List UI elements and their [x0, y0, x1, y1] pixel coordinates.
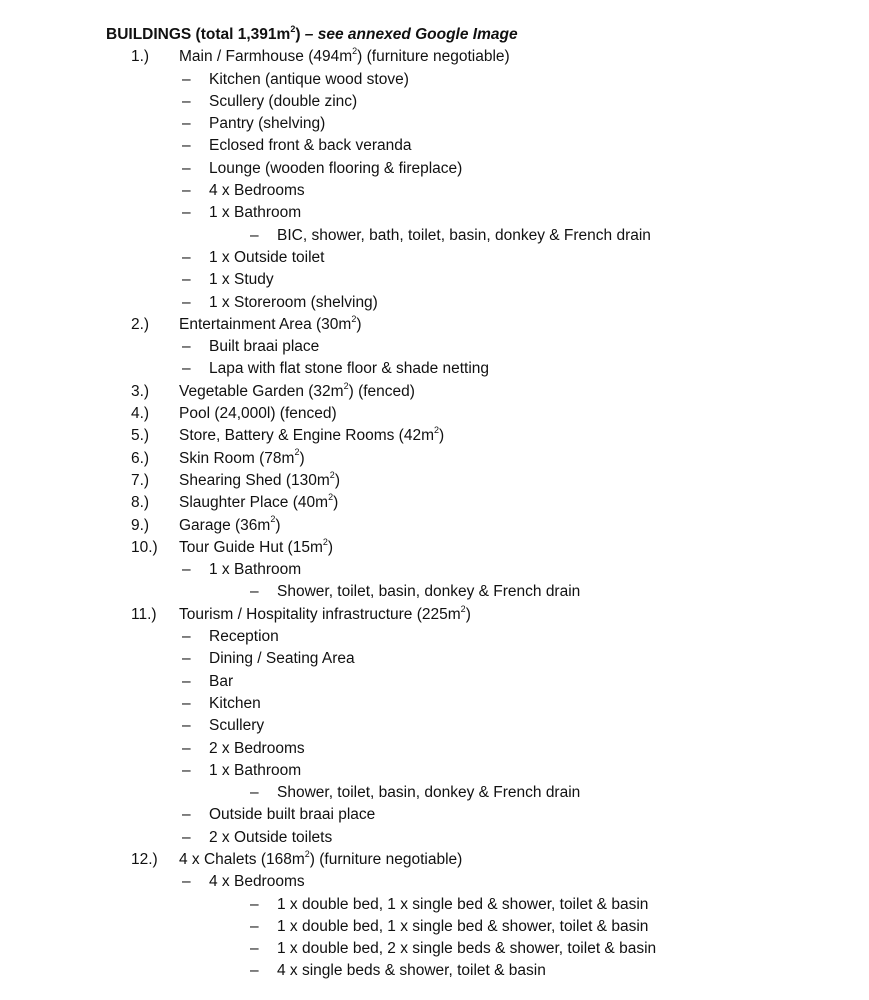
- item-title: Entertainment Area (30m: [179, 315, 352, 333]
- dash-bullet-icon: –: [250, 917, 259, 935]
- sub-sub-item: [0, 916, 869, 938]
- sub-item: [0, 871, 869, 893]
- numbered-item: [0, 849, 869, 871]
- item-title: Skin Room (78m: [179, 449, 295, 467]
- item-number: 4.): [131, 405, 150, 423]
- heading-italic-note: – see annexed Google Image: [300, 26, 518, 43]
- sub-item: [0, 715, 869, 737]
- sub-item: [0, 626, 869, 648]
- numbered-item: [0, 492, 869, 514]
- item-title: Vegetable Garden (32m: [179, 382, 344, 400]
- sub-item-text: Reception: [209, 628, 279, 646]
- sub-item-text: Kitchen (antique wood stove): [209, 70, 409, 88]
- sub-item: [0, 180, 869, 202]
- sub-item-text: Dining / Seating Area: [209, 650, 355, 668]
- heading-superscript: 2: [290, 23, 296, 34]
- sub-item-text: Built braai place: [209, 338, 320, 356]
- dash-bullet-icon: –: [182, 739, 191, 757]
- sub-sub-item: [0, 938, 869, 960]
- sub-sub-item: [0, 782, 869, 804]
- item-title-suffix: ): [439, 427, 445, 445]
- sub-item-text: Pantry (shelving): [209, 115, 326, 133]
- dash-bullet-icon: –: [182, 360, 191, 378]
- sub-item-text: 1 x Bathroom: [209, 204, 302, 222]
- item-superscript: 2: [343, 380, 349, 391]
- sub-item: [0, 135, 869, 157]
- dash-bullet-icon: –: [182, 561, 191, 579]
- dash-bullet-icon: –: [182, 271, 191, 289]
- item-title: Shearing Shed (130m: [179, 471, 330, 489]
- sub-sub-item-text: Shower, toilet, basin, donkey & French drain: [277, 583, 581, 601]
- item-title-suffix: ): [334, 471, 340, 489]
- sub-item: [0, 292, 869, 314]
- numbered-item: [0, 537, 869, 559]
- item-superscript: 2: [322, 536, 328, 547]
- item-title-suffix: ): [356, 315, 362, 333]
- heading-close: ): [295, 26, 301, 43]
- sub-sub-item: [0, 581, 869, 603]
- item-title-suffix: ): [333, 494, 339, 512]
- item-title: Tourism / Hospitality infrastructure (225m: [179, 605, 461, 623]
- item-title-suffix: ) (furniture negotiable): [309, 850, 463, 868]
- sub-sub-item-text: 4 x single beds & shower, toilet & basin: [277, 962, 546, 980]
- dash-bullet-icon: –: [182, 92, 191, 110]
- sub-item: [0, 336, 869, 358]
- dash-bullet-icon: –: [182, 137, 191, 155]
- item-number: 3.): [131, 382, 150, 400]
- sub-item: [0, 648, 869, 670]
- sub-item: [0, 247, 869, 269]
- sub-item-text: 1 x Study: [209, 271, 274, 289]
- sub-item-text: Scullery: [209, 717, 265, 735]
- sub-item: [0, 804, 869, 826]
- item-number: 1.): [131, 48, 150, 66]
- item-superscript: 2: [352, 46, 358, 57]
- dash-bullet-icon: –: [250, 226, 259, 244]
- item-number: 5.): [131, 427, 150, 445]
- item-title: Pool (24,000l) (fenced): [179, 405, 337, 423]
- sub-item: [0, 113, 869, 135]
- dash-bullet-icon: –: [182, 717, 191, 735]
- numbered-item: [0, 448, 869, 470]
- sub-item-text: 4 x Bedrooms: [209, 873, 305, 891]
- sub-item-text: Lapa with flat stone floor & shade netting: [209, 360, 490, 378]
- dash-bullet-icon: –: [182, 115, 191, 133]
- dash-bullet-icon: –: [250, 962, 259, 980]
- item-number: 9.): [131, 516, 150, 534]
- sub-item: [0, 671, 869, 693]
- item-number: 10.): [131, 538, 158, 556]
- sub-item-text: 4 x Bedrooms: [209, 182, 305, 200]
- sub-sub-item-text: Shower, toilet, basin, donkey & French drain: [277, 784, 581, 802]
- numbered-item: [0, 381, 869, 403]
- sub-item-text: Kitchen: [209, 694, 261, 712]
- item-title: Garage (36m: [179, 516, 271, 534]
- sub-item-text: Lounge (wooden flooring & fireplace): [209, 159, 463, 177]
- item-superscript: 2: [270, 514, 276, 525]
- item-title-suffix: ) (fenced): [348, 382, 415, 400]
- sub-sub-item: [0, 960, 869, 982]
- dash-bullet-icon: –: [250, 895, 259, 913]
- dash-bullet-icon: –: [250, 784, 259, 802]
- item-number: 11.): [131, 605, 157, 623]
- sub-item: [0, 738, 869, 760]
- document-page: [0, 24, 869, 983]
- item-number: 8.): [131, 494, 150, 512]
- sub-sub-item-text: BIC, shower, bath, toilet, basin, donkey & French drain: [277, 226, 651, 244]
- numbered-item: [0, 403, 869, 425]
- item-title-suffix: ): [275, 516, 281, 534]
- dash-bullet-icon: –: [182, 628, 191, 646]
- dash-bullet-icon: –: [182, 761, 191, 779]
- sub-sub-item: [0, 894, 869, 916]
- sub-item: [0, 91, 869, 113]
- sub-item: [0, 693, 869, 715]
- item-superscript: 2: [351, 313, 357, 324]
- dash-bullet-icon: –: [182, 159, 191, 177]
- dash-bullet-icon: –: [182, 828, 191, 846]
- dash-bullet-icon: –: [182, 248, 191, 266]
- item-superscript: 2: [294, 447, 300, 458]
- dash-bullet-icon: –: [182, 182, 191, 200]
- dash-bullet-icon: –: [250, 940, 259, 958]
- sub-item-text: 1 x Storeroom (shelving): [209, 293, 378, 311]
- sub-sub-item-text: 1 x double bed, 1 x single bed & shower, toilet & basin: [277, 917, 649, 935]
- sub-item: [0, 158, 869, 180]
- item-superscript: 2: [434, 425, 440, 436]
- sub-sub-item-text: 1 x double bed, 1 x single bed & shower, toilet & basin: [277, 895, 649, 913]
- item-superscript: 2: [304, 848, 310, 859]
- dash-bullet-icon: –: [182, 694, 191, 712]
- sub-item: [0, 760, 869, 782]
- dash-bullet-icon: –: [182, 293, 191, 311]
- item-number: 2.): [131, 315, 150, 333]
- item-number: 12.): [131, 850, 158, 868]
- sub-item: [0, 202, 869, 224]
- sub-sub-item: [0, 225, 869, 247]
- sub-item: [0, 827, 869, 849]
- dash-bullet-icon: –: [182, 873, 191, 891]
- item-number: 6.): [131, 449, 150, 467]
- sub-item-text: Scullery (double zinc): [209, 92, 358, 110]
- sub-item-text: 1 x Bathroom: [209, 561, 302, 579]
- sub-item-text: 1 x Bathroom: [209, 761, 302, 779]
- item-title-suffix: ): [327, 538, 334, 556]
- sub-item-text: 2 x Bedrooms: [209, 739, 305, 757]
- sub-item-text: 2 x Outside toilets: [209, 828, 333, 846]
- item-title-suffix: ): [465, 605, 471, 623]
- item-title-suffix: ): [299, 449, 305, 467]
- numbered-item: [0, 314, 869, 336]
- dash-bullet-icon: –: [250, 583, 259, 601]
- sub-item: [0, 559, 869, 581]
- numbered-item: [0, 425, 869, 447]
- buildings-list: [0, 46, 869, 982]
- sub-item-text: Eclosed front & back veranda: [209, 137, 412, 155]
- item-title: Slaughter Place (40m: [179, 494, 329, 512]
- numbered-item: [0, 470, 869, 492]
- dash-bullet-icon: –: [182, 338, 191, 356]
- item-title-suffix: ) (furniture negotiable): [357, 48, 510, 66]
- item-title: Store, Battery & Engine Rooms (42m: [179, 427, 435, 445]
- dash-bullet-icon: –: [182, 806, 191, 824]
- heading-text: BUILDINGS (total 1,391m: [106, 26, 291, 43]
- sub-item: [0, 69, 869, 91]
- item-superscript: 2: [329, 469, 335, 480]
- item-title: Tour Guide Hut (15m: [179, 538, 323, 556]
- sub-sub-item-text: 1 x double bed, 2 x single beds & shower, toilet & basin: [277, 940, 657, 958]
- item-superscript: 2: [328, 492, 334, 503]
- item-title: Main / Farmhouse (494m: [179, 48, 353, 66]
- dash-bullet-icon: –: [182, 204, 191, 222]
- item-title: 4 x Chalets (168m: [179, 850, 305, 868]
- sub-item-text: Outside built braai place: [209, 806, 376, 824]
- numbered-item: [0, 515, 869, 537]
- dash-bullet-icon: –: [182, 70, 191, 88]
- section-heading: [0, 24, 869, 46]
- dash-bullet-icon: –: [182, 650, 191, 668]
- numbered-item: [0, 46, 869, 68]
- item-superscript: 2: [460, 603, 466, 614]
- sub-item-text: Bar: [209, 672, 234, 690]
- sub-item: [0, 358, 869, 380]
- dash-bullet-icon: –: [182, 672, 191, 690]
- numbered-item: [0, 604, 869, 626]
- item-number: 7.): [131, 471, 150, 489]
- sub-item: [0, 269, 869, 291]
- sub-item-text: 1 x Outside toilet: [209, 248, 325, 266]
